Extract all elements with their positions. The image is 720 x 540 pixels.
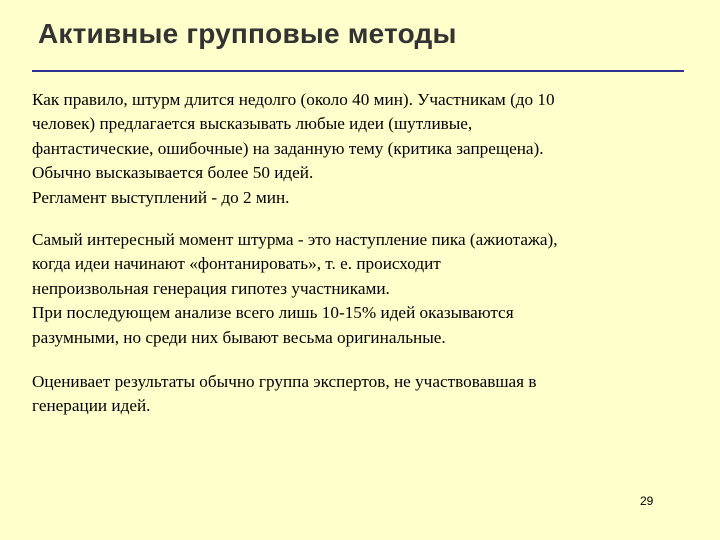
paragraph-regulation: [32, 186, 684, 210]
text-line: Обычно высказывается более 50 идей.: [32, 163, 314, 183]
text-line: когда идеи начинают «фонтанировать», т. е. происходит: [32, 254, 441, 274]
text-line: человек) предлагается высказывать любые идеи (шутливые,: [32, 114, 473, 134]
paragraph-analysis: [32, 301, 684, 350]
text-line: непроизвольная генерация гипотез участниками.: [32, 278, 390, 298]
page-number: 29: [640, 494, 654, 508]
text-line: Регламент выступлений - до 2 мин.: [32, 187, 290, 207]
paragraph-evaluation: [32, 370, 684, 419]
text-line: Оценивает результаты обычно группа экспертов, не участвовавшая в: [32, 372, 537, 392]
paragraph-spacer: [32, 350, 684, 370]
text-line: При последующем анализе всего лишь 10-15% идей оказываются: [32, 303, 514, 323]
title-divider: [32, 70, 684, 72]
text-line: разумными, но среди них бывают весьма оригинальные.: [32, 327, 446, 347]
paragraph-duration: [32, 88, 684, 186]
text-line: Самый интересный момент штурма - это наступление пика (ажиотажа),: [32, 230, 558, 250]
text-line: Как правило, штурм длится недолго (около 40 мин). Участникам (до 10: [32, 90, 555, 109]
slide-title: Активные групповые методы: [38, 18, 457, 49]
paragraph-spacer: [32, 210, 684, 228]
text-line: фантастические, ошибочные) на заданную тему (критика запрещена).: [32, 138, 544, 158]
slide-body: [32, 88, 684, 419]
text-line: генерации идей.: [32, 396, 151, 416]
paragraph-peak: [32, 228, 684, 301]
